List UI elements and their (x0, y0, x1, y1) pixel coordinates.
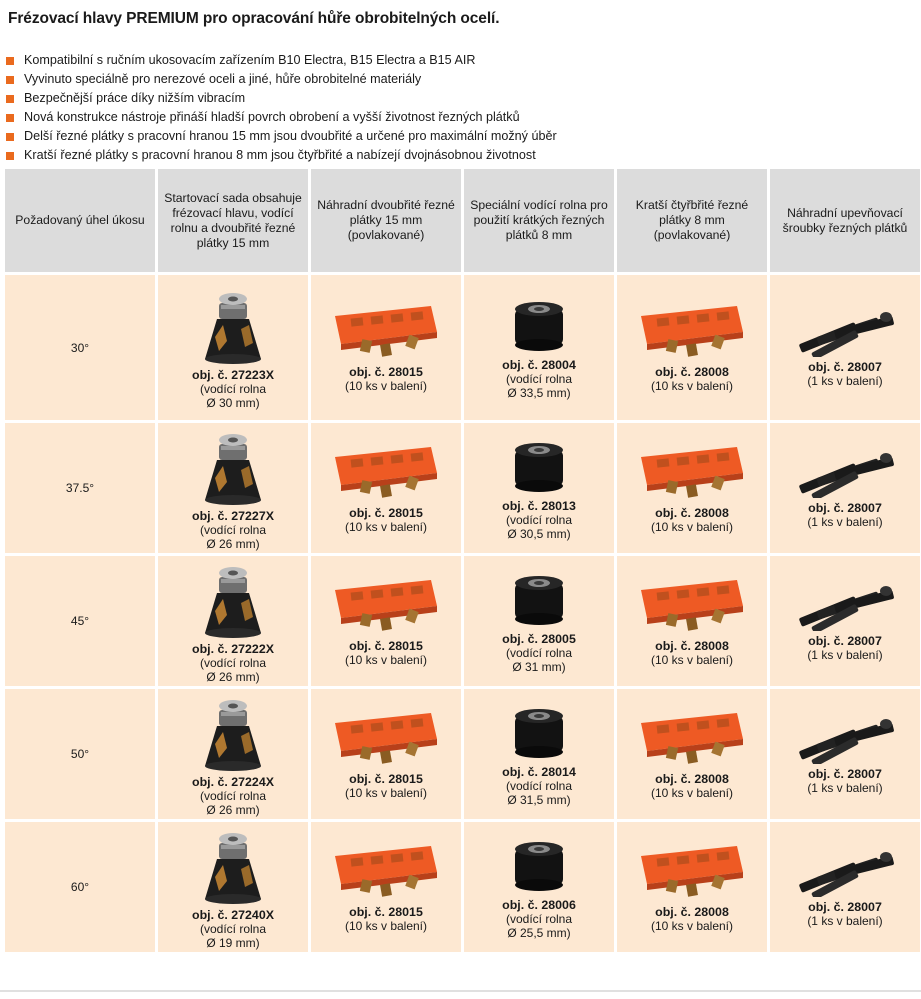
order-code: obj. č. 28007 (808, 633, 882, 648)
inserts8-cell (617, 689, 767, 819)
guide-roller-icon (509, 835, 569, 895)
order-note: Ø 25,5 mm) (507, 925, 571, 940)
order-code: obj. č. 28007 (808, 500, 882, 515)
inserts8-cell (617, 423, 767, 553)
order-note: (vodící rolna (199, 522, 267, 537)
starter-cell (158, 423, 308, 553)
order-note: Ø 30 mm) (206, 396, 260, 410)
order-note: (vodící rolna (505, 512, 573, 527)
inserts15-cell (311, 822, 461, 952)
order-note: (10 ks v balení) (650, 519, 734, 534)
inserts15-cell (311, 556, 461, 686)
table-row (5, 689, 920, 819)
starter-cell (158, 556, 308, 686)
order-code: obj. č. 28013 (502, 498, 576, 513)
order-code: obj. č. 28007 (808, 766, 882, 781)
starter-cell (158, 689, 308, 819)
inserts8-cell (617, 556, 767, 686)
header-screws: Náhradní upevňovací šroubky řezných plátků (770, 169, 920, 272)
order-note: Ø 26 mm) (206, 536, 260, 551)
square-bullet-icon (6, 133, 14, 141)
order-code: obj. č. 28008 (655, 365, 729, 379)
order-note: Ø 19 mm) (206, 935, 260, 950)
angle-cell (5, 275, 155, 420)
order-note: (1 ks v balení) (807, 780, 883, 795)
order-note: (vodící rolna (505, 645, 573, 660)
order-code: obj. č. 27224X (192, 774, 274, 789)
guide-roller-icon (509, 295, 569, 355)
insert-box-icon (331, 842, 441, 902)
order-note: (vodící rolna (505, 372, 573, 386)
table-header-row (5, 169, 920, 272)
square-bullet-icon (6, 114, 14, 122)
order-note: Ø 31 mm) (512, 659, 566, 674)
order-code: obj. č. 28008 (655, 904, 729, 919)
insert-box-icon (637, 842, 747, 902)
order-note: (10 ks v balení) (344, 379, 428, 393)
screws-cell (770, 822, 920, 952)
table-row (5, 556, 920, 686)
order-note: (10 ks v balení) (650, 379, 734, 393)
insert-box-icon (331, 709, 441, 769)
order-code: obj. č. 27222X (192, 641, 274, 656)
order-note: (1 ks v balení) (807, 647, 883, 662)
starter-cell (158, 275, 308, 420)
page-title: Frézovací hlavy PREMIUM pro opracování hůře obrobitelných ocelí. (8, 10, 500, 27)
order-code: obj. č. 28015 (349, 638, 423, 653)
table-row (5, 423, 920, 553)
screws-icon (790, 307, 900, 357)
order-code: obj. č. 27223X (192, 368, 274, 382)
order-code: obj. č. 28007 (808, 360, 882, 374)
milling-head-icon (193, 825, 273, 905)
inserts8-cell (617, 275, 767, 420)
screws-cell (770, 275, 920, 420)
order-note: (10 ks v balení) (650, 918, 734, 933)
guide-roller-icon (509, 569, 569, 629)
order-note: (vodící rolna (505, 778, 573, 793)
order-code: obj. č. 28008 (655, 505, 729, 520)
divider (0, 990, 921, 992)
table-row (5, 275, 920, 420)
screws-icon (790, 847, 900, 897)
angle-cell (5, 423, 155, 553)
roller-cell (464, 275, 614, 420)
square-bullet-icon (6, 95, 14, 103)
milling-head-icon (193, 559, 273, 639)
product-table (2, 166, 921, 955)
order-note: (10 ks v balení) (650, 652, 734, 667)
screws-icon (790, 714, 900, 764)
screws-icon (790, 448, 900, 498)
order-code: obj. č. 28015 (349, 365, 423, 379)
square-bullet-icon (6, 152, 14, 160)
order-note: (vodící rolna (199, 921, 267, 936)
inserts15-cell (311, 275, 461, 420)
order-note: (vodící rolna (199, 655, 267, 670)
order-note: (10 ks v balení) (344, 918, 428, 933)
order-code: obj. č. 27240X (192, 907, 274, 922)
angle-value: 45° (70, 614, 90, 628)
angle-value: 37.5° (65, 481, 95, 495)
inserts15-cell (311, 689, 461, 819)
insert-box-icon (331, 576, 441, 636)
order-note: (vodící rolna (505, 911, 573, 926)
order-note: (10 ks v balení) (344, 652, 428, 667)
milling-head-icon (193, 426, 273, 506)
milling-head-icon (193, 285, 273, 365)
order-note: (10 ks v balení) (650, 785, 734, 800)
starter-cell (158, 822, 308, 952)
feature-item: Delší řezné plátky s pracovní hranou 15 mm jsou dvoubřité a určené pro maximální možný úběr (6, 127, 557, 146)
order-code: obj. č. 28015 (349, 505, 423, 520)
order-note: (10 ks v balení) (344, 785, 428, 800)
insert-box-icon (331, 443, 441, 503)
milling-head-icon (193, 692, 273, 772)
feature-item: Kratší řezné plátky s pracovní hranou 8 mm jsou čtyřbřité a nabízejí dvojnásobnou životnost (6, 146, 557, 165)
feature-item: Nová konstrukce nástroje přináší hladší povrch obrobení a vyšší životnost řezných plátků (6, 108, 557, 127)
roller-cell (464, 556, 614, 686)
angle-cell (5, 689, 155, 819)
guide-roller-icon (509, 702, 569, 762)
guide-roller-icon (509, 436, 569, 496)
angle-value: 50° (70, 747, 90, 761)
order-note: Ø 33,5 mm) (507, 386, 571, 400)
header-guide-roller: Speciální vodící rolna pro použití krátkých řezných plátků 8 mm (464, 169, 614, 272)
screws-cell (770, 423, 920, 553)
feature-item: Bezpečnější práce díky nižším vibracím (6, 89, 557, 108)
order-code: obj. č. 28007 (808, 899, 882, 914)
order-note: (10 ks v balení) (344, 519, 428, 534)
order-note: (1 ks v balení) (807, 514, 883, 529)
order-code: obj. č. 28015 (349, 904, 423, 919)
order-note: Ø 26 mm) (206, 802, 260, 817)
inserts15-cell (311, 423, 461, 553)
order-code: obj. č. 28008 (655, 638, 729, 653)
square-bullet-icon (6, 76, 14, 84)
roller-cell (464, 423, 614, 553)
table-row (5, 822, 920, 952)
order-note: Ø 31,5 mm) (507, 792, 571, 807)
angle-cell (5, 822, 155, 952)
header-inserts-8: Kratší čtyřbřité řezné plátky 8 mm (povlakované) (617, 169, 767, 272)
insert-box-icon (637, 576, 747, 636)
order-note: Ø 26 mm) (206, 669, 260, 684)
insert-box-icon (637, 443, 747, 503)
order-note: Ø 30,5 mm) (507, 526, 571, 541)
order-code: obj. č. 28006 (502, 897, 576, 912)
order-note: (vodící rolna (199, 788, 267, 803)
order-code: obj. č. 28008 (655, 771, 729, 786)
order-note: (1 ks v balení) (807, 913, 883, 928)
roller-cell (464, 822, 614, 952)
feature-list (6, 51, 557, 165)
roller-cell (464, 689, 614, 819)
order-code: obj. č. 28005 (502, 631, 576, 646)
header-inserts-15: Náhradní dvoubřité řezné plátky 15 mm (povlakované) (311, 169, 461, 272)
insert-box-icon (331, 302, 441, 362)
screws-cell (770, 556, 920, 686)
header-angle: Požadovaný úhel úkosu (5, 169, 155, 272)
order-code: obj. č. 28004 (502, 358, 576, 372)
screws-icon (790, 581, 900, 631)
angle-value: 30° (70, 340, 90, 355)
insert-box-icon (637, 709, 747, 769)
square-bullet-icon (6, 57, 14, 65)
angle-cell (5, 556, 155, 686)
angle-value: 60° (70, 880, 90, 894)
order-note: (vodící rolna (199, 382, 267, 396)
order-code: obj. č. 27227X (192, 508, 274, 523)
order-note: (1 ks v balení) (807, 374, 883, 388)
screws-cell (770, 689, 920, 819)
header-starter-kit: Startovací sada obsahuje frézovací hlavu, vodící rolnu a dvoubřité řezné plátky 15 mm (158, 169, 308, 272)
insert-box-icon (637, 302, 747, 362)
feature-item: Vyvinuto speciálně pro nerezové oceli a jiné, hůře obrobitelné materiály (6, 70, 557, 89)
order-code: obj. č. 28014 (502, 764, 576, 779)
feature-item: Kompatibilní s ručním ukosovacím zařízením B10 Electra, B15 Electra a B15 AIR (6, 51, 557, 70)
inserts8-cell (617, 822, 767, 952)
order-code: obj. č. 28015 (349, 771, 423, 786)
